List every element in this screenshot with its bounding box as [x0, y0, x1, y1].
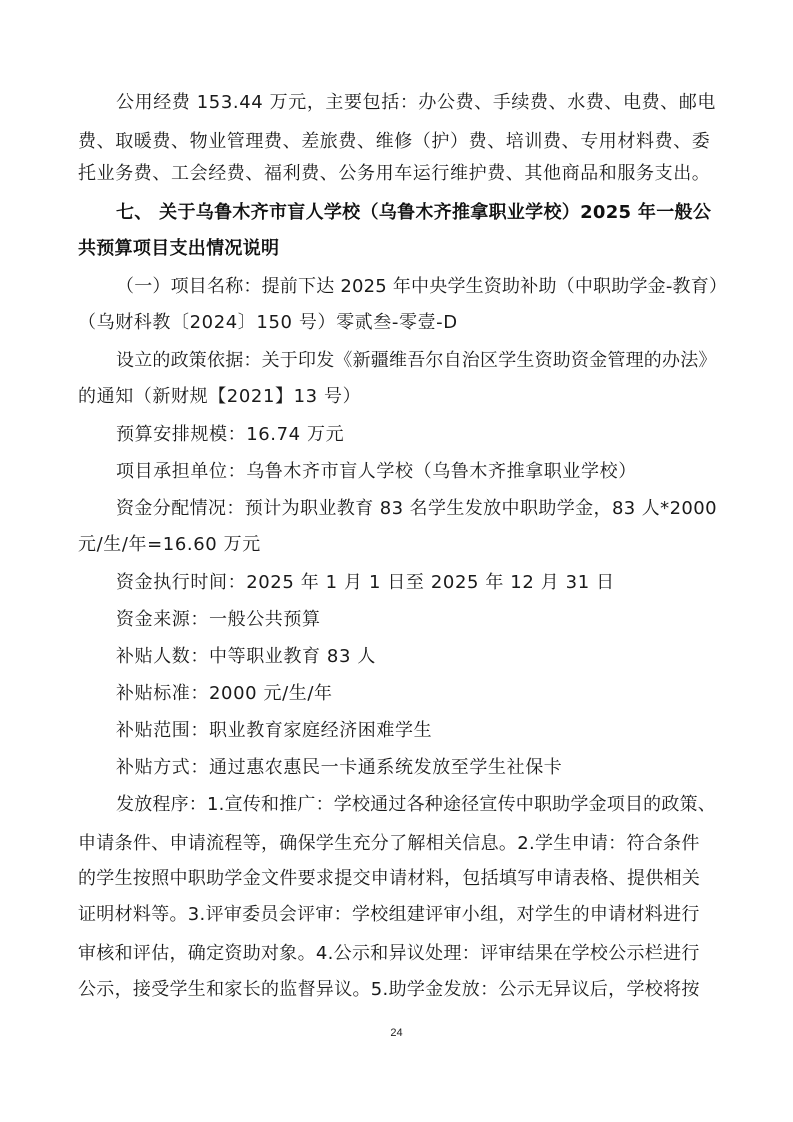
budget-scale: 预算安排规模：16.74 万元	[116, 424, 345, 445]
execution-time: 资金执行时间：2025 年 1 月 1 日至 2025 年 12 月 31 日	[116, 572, 615, 593]
project-name-line-1: （一）项目名称：提前下达 2025 年中央学生资助补助（中职助学金-教育）	[116, 276, 728, 297]
page-number: 24	[390, 1027, 403, 1039]
fund-source: 资金来源：一般公共预算	[116, 609, 321, 630]
public-funds-line-3: 托业务费、工会经费、福利费、公务用车运行维护费、其他商品和服务支出。	[78, 163, 711, 184]
policy-basis-line-2: 的通知（新财规【2021】13 号）	[78, 386, 362, 407]
fund-allocation-line-2: 元/生/年=16.60 万元	[78, 534, 261, 555]
section-7-heading-line-1: 七、 关于乌鲁木齐市盲人学校（乌鲁木齐推拿职业学校）2025 年一般公	[116, 202, 712, 223]
subsidy-count: 补贴人数：中等职业教育 83 人	[116, 646, 376, 667]
project-name-line-2: （乌财科教〔2024〕150 号）零贰叁-零壹-D	[78, 312, 458, 333]
procedure-line-4: 证明材料等。3.评审委员会评审：学校组建评审小组，对学生的申请材料进行	[78, 904, 700, 925]
subsidy-standard: 补贴标准：2000 元/生/年	[116, 683, 333, 704]
subsidy-scope: 补贴范围：职业教育家庭经济困难学生	[116, 720, 433, 741]
procedure-line-6: 公示，接受学生和家长的监督异议。5.助学金发放：公示无异议后，学校将按	[78, 979, 700, 1000]
procedure-line-5: 审核和评估，确定资助对象。4.公示和异议处理：评审结果在学校公示栏进行	[78, 943, 700, 964]
subsidy-method: 补贴方式：通过惠农惠民一卡通系统发放至学生社保卡	[116, 757, 563, 778]
fund-allocation-line-1: 资金分配情况：预计为职业教育 83 名学生发放中职助学金，83 人*2000	[116, 498, 717, 519]
procedure-line-3: 的学生按照中职助学金文件要求提交申请材料，包括填写申请表格、提供相关	[78, 868, 701, 889]
procedure-line-2: 申请条件、申请流程等，确保学生充分了解相关信息。2.学生申请：符合条件	[78, 833, 700, 854]
procedure-line-1: 发放程序：1.宣传和推广：学校通过各种途径宣传中职助学金项目的政策、	[116, 794, 716, 815]
public-funds-line-2: 费、取暖费、物业管理费、差旅费、维修（护）费、培训费、专用材料费、委	[78, 131, 711, 152]
public-funds-line-1: 公用经费 153.44 万元，主要包括：办公费、手续费、水费、电费、邮电	[116, 92, 717, 113]
section-7-heading-line-2: 共预算项目支出情况说明	[78, 238, 280, 259]
policy-basis-line-1: 设立的政策依据：关于印发《新疆维吾尔自治区学生资助资金管理的办法》	[116, 350, 717, 371]
undertaking-unit: 项目承担单位：乌鲁木齐市盲人学校（乌鲁木齐推拿职业学校）	[116, 461, 637, 482]
